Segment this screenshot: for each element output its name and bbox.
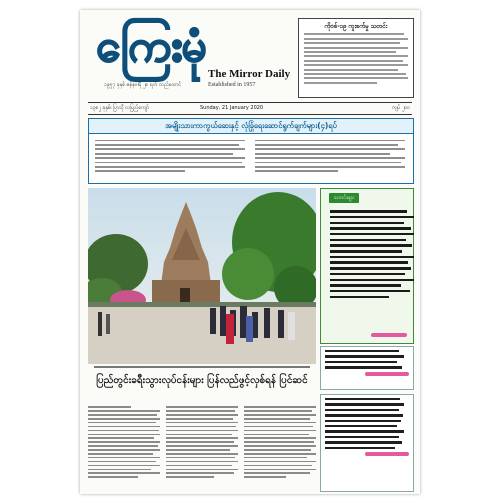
established-line: Established in 1957 — [208, 82, 256, 88]
teaser-tag-1 — [365, 372, 409, 376]
bagan-temple-photo — [88, 188, 316, 364]
teaser-box-1 — [320, 346, 414, 390]
newspaper-logo: ကြေးမုံ — [96, 21, 206, 72]
newspaper-page — [80, 10, 420, 494]
lead-story-title: အမျိုးသားကာကွယ်ဆေးနှင့် လုံခြုံရေးဆောင်ရွက်ချက်များ(၄)ရပ် — [89, 119, 413, 134]
photo-caption — [94, 366, 310, 368]
dateline-price: ကျပ် ၂၀၀ — [391, 105, 410, 111]
english-name: The Mirror Daily — [208, 68, 291, 80]
right-panel-text — [325, 207, 419, 301]
lead-story-box — [88, 118, 414, 184]
main-story-headline: ပြည်တွင်းခရီးသွားလုပ်ငန်းများ ပြန်လည်ဖွင့်လှစ်ရန် ပြင်ဆင် — [96, 375, 308, 386]
main-story-body — [88, 404, 316, 490]
panel-tab: သတင်းများ — [329, 193, 359, 203]
masthead — [88, 16, 298, 100]
right-news-panel — [320, 188, 414, 344]
side-news-box — [298, 18, 414, 98]
side-box-text — [299, 33, 413, 83]
teaser-tag-2 — [365, 452, 409, 456]
dateline-bar — [88, 102, 412, 115]
front-page-photo — [88, 188, 316, 364]
dateline-date: Sunday, 21 January 2020 — [200, 105, 264, 111]
tagline: ၁၉၅၇ ခုနှစ် ဇန်နဝါရီ ၂၈ ရက် တည်ထောင် — [104, 82, 182, 88]
more-tag — [371, 333, 407, 337]
teaser-box-2 — [320, 394, 414, 492]
lead-story-text — [95, 137, 407, 179]
dateline-left: ၁၃၈၂ ခုနှစ်၊ ပြာသို လပြည့်ကျော် — [90, 105, 149, 111]
side-box-title: ကိုဗစ်-၁၉ ကူးစက်မှု သတင်း — [324, 23, 388, 30]
